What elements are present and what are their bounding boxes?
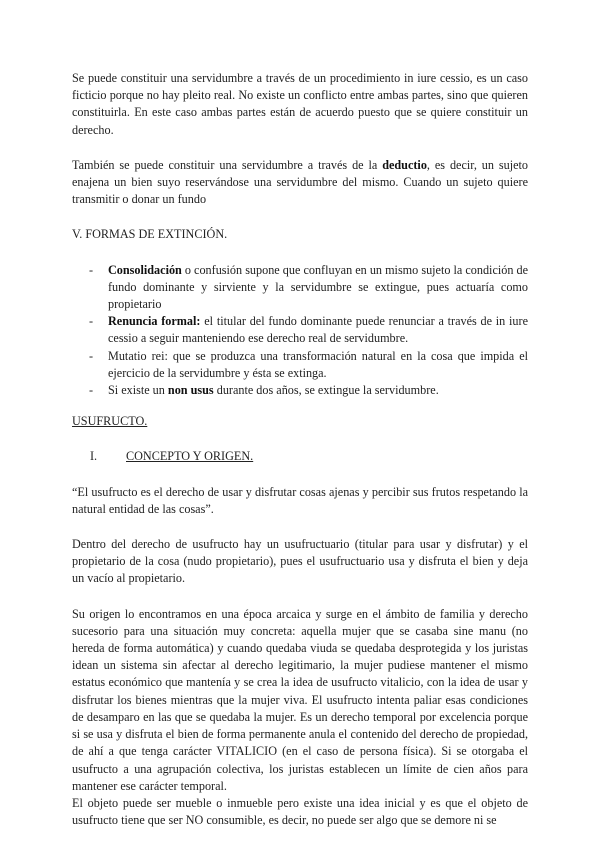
paragraph-dentro: Dentro del derecho de usufructo hay un usufructuario (titular para usar y disfrutar) y el propietario de la cosa (nudo propietario), pues el usufructuario usa y disfruta el bien y deja un vacío al propietario. <box>72 537 528 586</box>
non-usus-text: durante dos años, se extingue la servidumbre. <box>213 383 439 398</box>
deductio-post: , es decir, un sujeto enajena un bien suyo reservándose una servidumbre del mismo. Cuando un sujeto quiere transmitir o donar un fundo <box>72 157 528 207</box>
deductio-pre: También se puede constituir una servidumbre a través de la <box>72 157 383 172</box>
mutatio-text: Mutatio rei: que se produzca una transformación natural en la cosa que impida el ejercicio de la servidumbre y ésta se extinga. <box>108 348 528 380</box>
non-usus-pre: Si existe un <box>108 383 168 398</box>
paragraph-origen: Su origen lo encontramos en una época arcaica y surge en el ámbito de familia y derecho sucesorio para una situación muy concreta: aquella mujer que se casaba sine manu (no hereda de forma automática) y cuando quedaba viuda se quedaba desprotegida y los juristas idean un sistema sin afectar al derecho legitimario, la mujer pudiese mantener el mismo estatus económico que mantenía y se crea la idea de usufructo vitalicio, con la idea de usar y disfrutar los bienes mientras que la mujer viva. El usufructo intenta paliar esas condiciones de desamparo en las que se quedaba la mujer. Es un derecho temporal por excelencia porque si se usa y disfruta el bien de forma permanente anula el contenido del derecho de propiedad, de ahí a que tenga carácter VITALICIO (en el caso de persona física). Si se otorgaba el usufructo a una agrupación colectiva, los juristas establecen un límite de cien años para mantener ese carácter temporal. <box>72 606 528 793</box>
list-item-non-usus <box>108 382 528 399</box>
extincion-list <box>72 262 528 400</box>
list-item-consolidacion <box>108 262 528 314</box>
renuncia-term: Renuncia formal: <box>108 314 201 329</box>
heading-usufructo: USUFRUCTO. <box>72 414 148 429</box>
paragraph-deductio <box>72 157 528 209</box>
paragraph-objeto: El objeto puede ser mueble o inmueble pero existe una idea inicial y es que el objeto de usufructo tiene que ser NO consumible, es decir, no puede ser algo que se demore ni se <box>72 795 528 828</box>
section-title: CONCEPTO Y ORIGEN. <box>126 449 254 464</box>
list-item-renuncia <box>108 313 528 347</box>
document-page <box>72 70 528 829</box>
heading-concepto-origen <box>72 448 528 465</box>
paragraph-definicion: “El usufructo es el derecho de usar y disfrutar cosas ajenas y percibir sus frutos respetando la natural entidad de las cosas”. <box>72 484 528 516</box>
list-item-mutatio-rei <box>108 348 528 382</box>
consolidacion-text: o confusión supone que confluyan en un mismo sujeto la condición de fundo dominante y sirviente y la servidumbre se extingue, pues actuaría como propietario <box>108 262 528 312</box>
section-number: I. <box>90 449 98 464</box>
renuncia-text: el titular del fundo dominante puede renunciar a través de in iure cessio a seguir manteniendo ese derecho real de servidumbre. <box>108 314 528 346</box>
heading-formas-extincion: V. FORMAS DE EXTINCIÓN. <box>72 227 228 242</box>
paragraph-in-iure-cessio: Se puede constituir una servidumbre a través de un procedimiento in iure cessio, es un caso ficticio porque no hay pleito real. No existe un conflicto entre ambas partes, sino que quieren constituirla. En este caso ambas partes están de acuerdo puesto que se quiere constituir un derecho. <box>72 71 528 137</box>
deductio-term: deductio <box>382 157 427 172</box>
non-usus-term: non usus <box>167 383 214 398</box>
consolidacion-term: Consolidación <box>108 262 182 277</box>
